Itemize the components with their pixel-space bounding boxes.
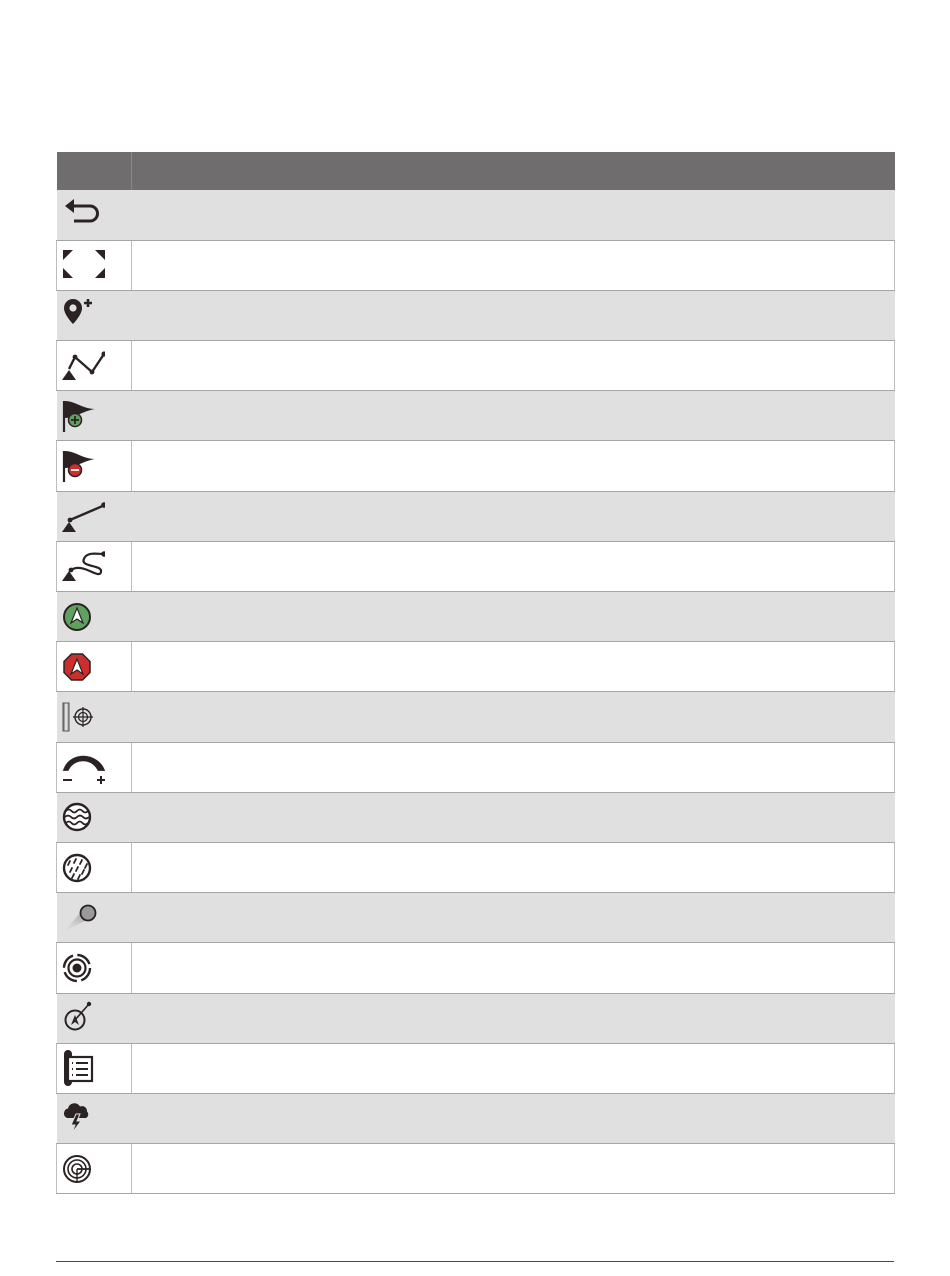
green-navigation-arrow-icon xyxy=(61,597,105,637)
sensitivity-arc-icon xyxy=(61,747,105,787)
row-description xyxy=(132,491,895,541)
row-description xyxy=(132,842,895,892)
row-description xyxy=(132,541,895,591)
row-description xyxy=(132,441,895,491)
curved-route-icon xyxy=(61,546,105,586)
red-stop-navigation-icon xyxy=(61,647,105,687)
flag-remove-icon xyxy=(61,446,105,486)
flag-add-icon xyxy=(61,396,105,436)
row-description xyxy=(132,893,895,943)
row-description xyxy=(132,592,895,642)
route-zigzag-icon xyxy=(61,346,105,386)
icon-reference-table xyxy=(56,152,895,1194)
table-row xyxy=(57,391,895,441)
table-row xyxy=(57,943,895,993)
row-description xyxy=(132,240,895,290)
row-description xyxy=(132,1144,895,1194)
table-row xyxy=(57,290,895,340)
target-rings-icon xyxy=(61,948,105,988)
row-description xyxy=(132,190,895,240)
row-description xyxy=(132,1043,895,1093)
table-row xyxy=(57,341,895,391)
table-row xyxy=(57,893,895,943)
row-description xyxy=(132,742,895,792)
fullscreen-corners-icon xyxy=(61,245,105,285)
footer-divider xyxy=(56,1261,894,1262)
table-row xyxy=(57,491,895,541)
table-header-row xyxy=(57,152,895,190)
row-description xyxy=(132,943,895,993)
row-description xyxy=(132,692,895,742)
table-row xyxy=(57,441,895,491)
row-description xyxy=(132,993,895,1043)
scroll-list-icon xyxy=(61,1048,105,1088)
back-arrow-icon xyxy=(61,195,105,235)
row-description xyxy=(132,290,895,340)
straight-line-route-icon xyxy=(61,496,105,536)
row-description xyxy=(132,792,895,842)
row-description xyxy=(132,642,895,692)
table-row xyxy=(57,993,895,1043)
add-waypoint-pin-icon xyxy=(61,295,105,335)
table-row xyxy=(57,240,895,290)
radar-scope-icon xyxy=(61,1149,105,1189)
row-description xyxy=(132,341,895,391)
table-row xyxy=(57,692,895,742)
echo-trail-icon xyxy=(61,898,105,938)
table-row xyxy=(57,592,895,642)
ebl-vrm-icon xyxy=(61,998,105,1038)
table-row xyxy=(57,1144,895,1194)
table-row xyxy=(57,190,895,240)
radar-gain-icon xyxy=(61,697,105,737)
table-row xyxy=(57,1093,895,1143)
table-row xyxy=(57,642,895,692)
row-description xyxy=(132,391,895,441)
table-row xyxy=(57,742,895,792)
sea-clutter-icon xyxy=(61,797,105,837)
table-row xyxy=(57,792,895,842)
table-row xyxy=(57,1043,895,1093)
description-column-header xyxy=(132,152,895,190)
icon-column-header xyxy=(57,152,132,190)
storm-cloud-icon xyxy=(61,1098,105,1138)
row-description xyxy=(132,1093,895,1143)
table-row xyxy=(57,541,895,591)
rain-clutter-icon xyxy=(61,848,105,888)
table-row xyxy=(57,842,895,892)
